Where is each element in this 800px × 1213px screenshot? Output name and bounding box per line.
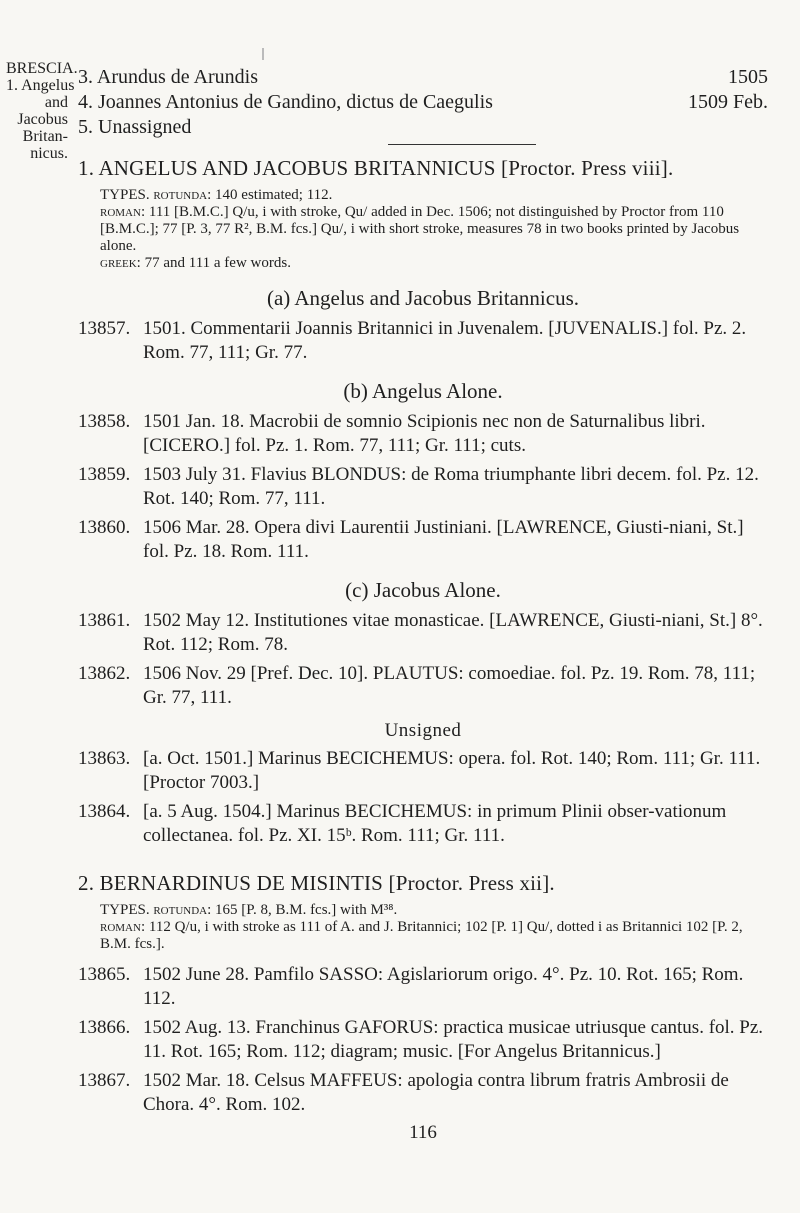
scan-mark: [262, 48, 264, 60]
header-date: 1505: [728, 66, 768, 88]
press-heading: 2. BERNARDINUS DE MISINTIS [Proctor. Press xii].: [78, 871, 555, 895]
press-heading: 1. ANGELUS AND JACOBUS BRITANNICUS [Proctor. Press viii].: [78, 156, 674, 180]
catalogue-entry: 13860. 1506 Mar. 28. Opera divi Laurentii Justiniani. [LAWRENCE, Giusti-niani, St.] fol. Pz. 18. Rom. 111.: [78, 517, 744, 562]
margin-line: Britan-: [22, 128, 68, 145]
catalogue-entry: 13858. 1501 Jan. 18. Macrobii de somnio Scipionis nec non de Saturnalibus libri. [CICERO.] fol. Pz. 1. Rom. 77, 111; Gr. 111; cuts.: [78, 411, 706, 456]
header-text: Arundus de Arundis: [96, 66, 259, 88]
header-date: 1509 Feb.: [688, 91, 768, 113]
types-line: TYPES. rotunda: 165 [P. 8, B.M. fcs.] with M³⁸.: [100, 902, 398, 918]
section-heading: (c) Jacobus Alone.: [345, 578, 501, 602]
header-number: 3.: [78, 66, 93, 88]
catalogue-entry: 13865. 1502 June 28. Pamfilo SASSO: Agislariorum origo. 4°. Pz. 10. Rot. 165; Rom. 112.: [78, 964, 744, 1009]
divider: [388, 144, 536, 145]
types-block: [78, 187, 768, 272]
unsigned-heading: Unsigned: [384, 720, 462, 741]
catalogue-entry: 13859. 1503 July 31. Flavius BLONDUS: de Roma triumphante libri decem. fol. Pz. 12. Rot. 140; Rom. 77, 111.: [78, 464, 759, 509]
header-line: [78, 65, 768, 90]
header-line: [78, 90, 768, 115]
catalogue-entry: 13864. [a. 5 Aug. 1504.] Marinus BECICHEMUS: in primum Plinii obser-vationum collectanea. fol. Pz. XI. 15ᵇ. Rom. 111; Gr. 111.: [78, 801, 727, 846]
header-text: Unassigned: [98, 116, 192, 138]
margin-line: Jacobus: [17, 111, 68, 128]
catalogue-entry: 13867. 1502 Mar. 18. Celsus MAFFEUS: apologia contra librum fratris Ambrosii de Chora. 4°. Rom. 102.: [78, 1070, 729, 1115]
catalogue-entry: 13863. [a. Oct. 1501.] Marinus BECICHEMUS: opera. fol. Rot. 140; Rom. 111; Gr. 111. [Proctor 7003.]: [78, 748, 761, 793]
types-line: roman: 112 Q/u, i with stroke as 111 of A. and J. Britannici; 102 [P. 1] Qu/, dotted i as Britannici 102 [P. 2, B.M. fcs.].: [100, 919, 743, 952]
margin-line: and: [44, 94, 68, 111]
header-line: [78, 115, 768, 140]
margin-note: [6, 60, 78, 162]
catalogue-entry: 13866. 1502 Aug. 13. Franchinus GAFORUS: practica musicae utriusque cantus. fol. Pz. 11. Rot. 165; Rom. 112; diagram; music. [For Angelus Britannicus.]: [78, 1017, 764, 1062]
catalogue-entry: 13862. 1506 Nov. 29 [Pref. Dec. 10]. PLAUTUS: comoediae. fol. Pz. 19. Rom. 78, 111; Gr. 77, 111.: [78, 663, 756, 708]
types-block: [78, 902, 768, 953]
margin-line: nicus.: [30, 145, 68, 162]
margin-line: 1. Angelus: [6, 77, 75, 94]
types-line: roman: 111 [B.M.C.] Q/u, i with stroke, Qu/ added in Dec. 1506; not distinguished by Proctor from 110 [B.M.C.]; 77 [P. 3, 77 R², B.M. fcs.] Qu/, i with short stroke, measures 78 in two books printed by Jacobus alone.: [100, 204, 740, 254]
types-line: greek: 77 and 111 a few words.: [100, 255, 291, 271]
section-heading: (b) Angelus Alone.: [343, 379, 503, 403]
margin-line: BRESCIA.: [6, 60, 78, 77]
types-line: TYPES. rotunda: 140 estimated; 112.: [100, 187, 333, 203]
catalogue-entry: 13861. 1502 May 12. Institutiones vitae monasticae. [LAWRENCE, Giusti-niani, St.] 8°. Rot. 112; Rom. 78.: [78, 610, 763, 655]
page-content: [78, 65, 768, 1144]
page-number: 116: [409, 1122, 437, 1143]
section-heading: (a) Angelus and Jacobus Britannicus.: [266, 286, 580, 310]
header-number: 4.: [78, 91, 93, 113]
header-number: 5.: [78, 116, 93, 138]
header-text: Joannes Antonius de Gandino, dictus de Caegulis: [98, 91, 493, 113]
catalogue-entry: 13857. 1501. Commentarii Joannis Britannici in Juvenalem. [JUVENALIS.] fol. Pz. 2. Rom. 77, 111; Gr. 77.: [78, 318, 747, 363]
